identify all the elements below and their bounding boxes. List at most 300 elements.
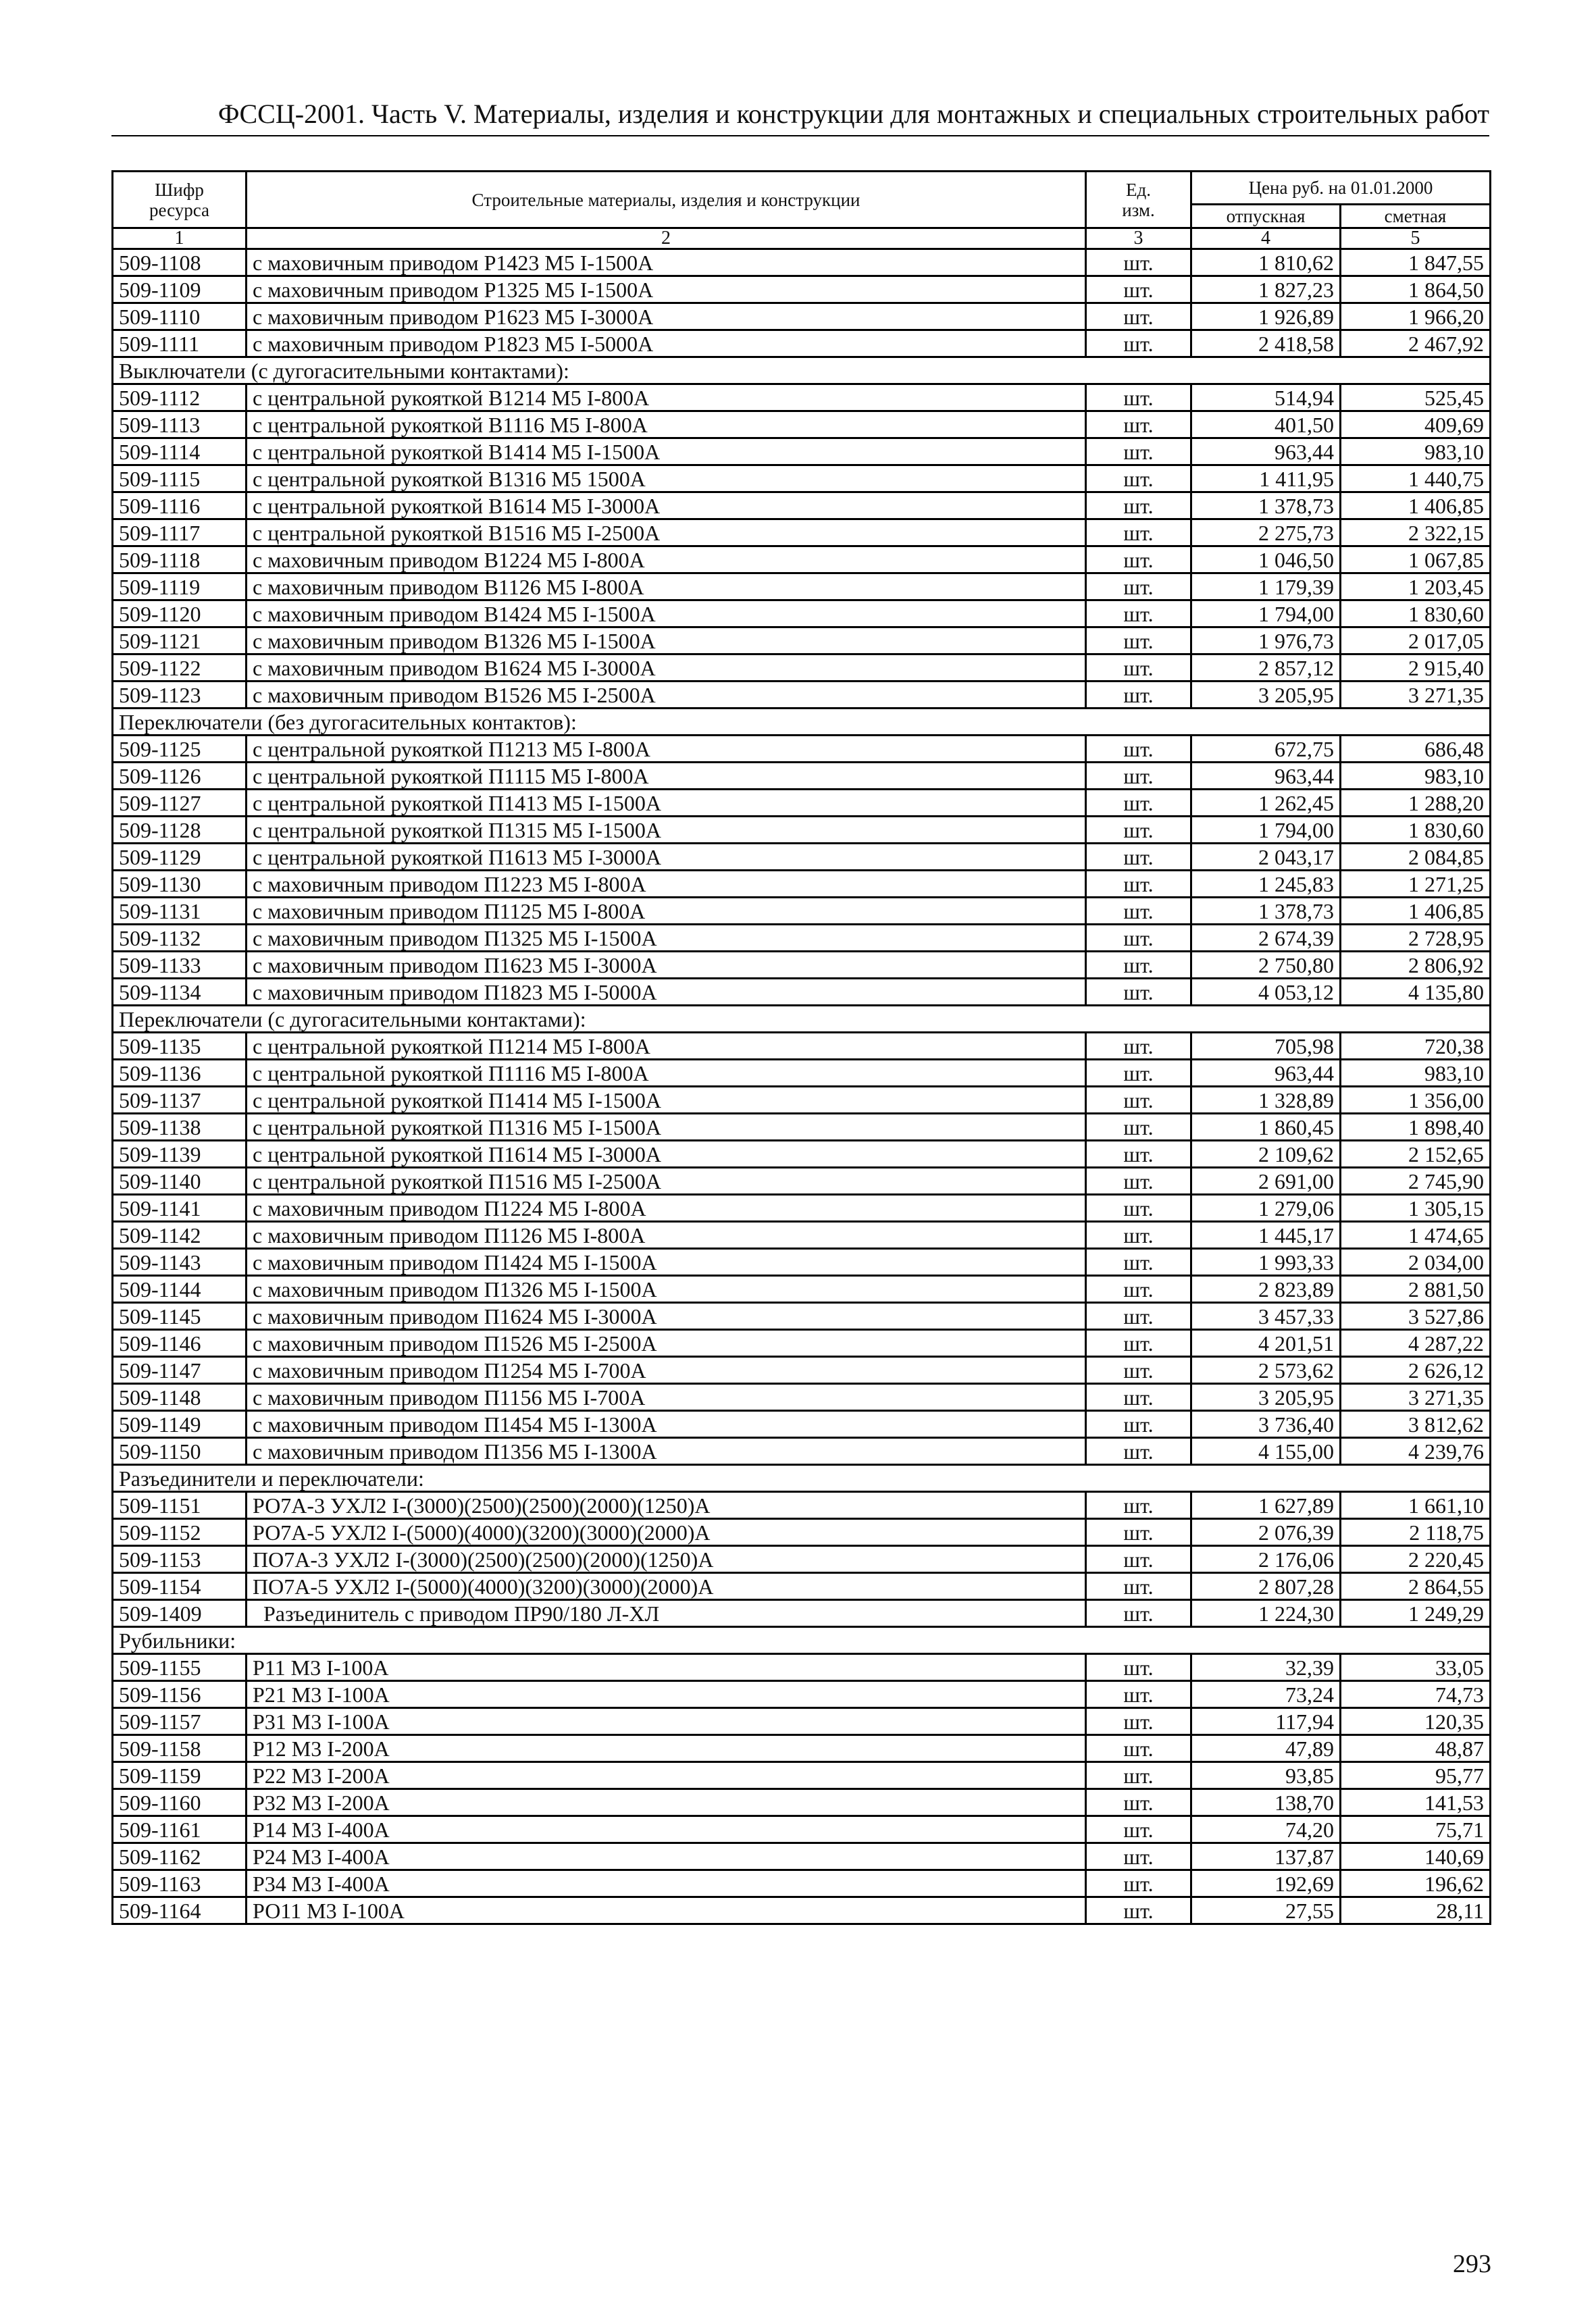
unit-of-measure: шт. xyxy=(1086,573,1191,600)
table-row xyxy=(113,1897,1491,1924)
unit-of-measure: шт. xyxy=(1086,303,1191,330)
material-name: с центральной рукояткой П1613 М5 I-3000А xyxy=(247,844,1086,871)
material-name: с центральной рукояткой В1614 М5 I-3000А xyxy=(247,492,1086,519)
price-estimate: 2 626,12 xyxy=(1341,1357,1491,1384)
material-name: с центральной рукояткой П1213 М5 I-800А xyxy=(247,736,1086,763)
table-row xyxy=(113,1762,1491,1789)
table-row xyxy=(113,330,1491,357)
price-release: 47,89 xyxy=(1191,1735,1341,1762)
table-row xyxy=(113,465,1491,492)
material-name: с маховичным приводом П1624 М5 I-3000А xyxy=(247,1303,1086,1330)
table-row xyxy=(113,1276,1491,1303)
unit-of-measure: шт. xyxy=(1086,790,1191,817)
material-name: с центральной рукояткой П1214 М5 I-800А xyxy=(247,1033,1086,1060)
material-name: с центральной рукояткой П1516 М5 I-2500А xyxy=(247,1168,1086,1195)
unit-of-measure: шт. xyxy=(1086,1573,1191,1600)
price-estimate: 2 745,90 xyxy=(1341,1168,1491,1195)
price-estimate: 1 474,65 xyxy=(1341,1222,1491,1249)
resource-code: 509-1154 xyxy=(113,1573,247,1600)
resource-code: 509-1144 xyxy=(113,1276,247,1303)
unit-of-measure: шт. xyxy=(1086,1492,1191,1519)
table-row xyxy=(113,1384,1491,1411)
resource-code: 509-1115 xyxy=(113,465,247,492)
col-header-code-line2: ресурса xyxy=(149,199,210,220)
unit-of-measure: шт. xyxy=(1086,1519,1191,1546)
table-row xyxy=(113,600,1491,627)
price-estimate: 3 527,86 xyxy=(1341,1303,1491,1330)
col-header-unit-line1: Ед. xyxy=(1126,179,1151,200)
price-release: 2 691,00 xyxy=(1191,1168,1341,1195)
resource-code: 509-1409 xyxy=(113,1600,247,1627)
material-name: Разъединитель с приводом ПР90/180 Л-ХЛ xyxy=(247,1600,1086,1627)
price-estimate: 1 864,50 xyxy=(1341,276,1491,303)
section-row xyxy=(113,1006,1491,1033)
price-release: 705,98 xyxy=(1191,1033,1341,1060)
table-header-row xyxy=(113,172,1491,205)
column-number: 5 xyxy=(1341,228,1491,249)
material-name: с центральной рукояткой П1614 М5 I-3000А xyxy=(247,1141,1086,1168)
resource-code: 509-1108 xyxy=(113,249,247,276)
resource-code: 509-1111 xyxy=(113,330,247,357)
unit-of-measure: шт. xyxy=(1086,519,1191,546)
price-estimate: 140,69 xyxy=(1341,1843,1491,1870)
price-release: 1 860,45 xyxy=(1191,1114,1341,1141)
price-release: 1 328,89 xyxy=(1191,1087,1341,1114)
table-row xyxy=(113,817,1491,844)
price-release: 3 205,95 xyxy=(1191,682,1341,709)
price-estimate: 2 322,15 xyxy=(1341,519,1491,546)
resource-code: 509-1146 xyxy=(113,1330,247,1357)
material-name: с маховичным приводом П1224 М5 I-800А xyxy=(247,1195,1086,1222)
material-name: Р34 М3 I-400А xyxy=(247,1870,1086,1897)
unit-of-measure: шт. xyxy=(1086,952,1191,979)
section-row xyxy=(113,1465,1491,1492)
table-row xyxy=(113,844,1491,871)
resource-code: 509-1140 xyxy=(113,1168,247,1195)
price-estimate: 120,35 xyxy=(1341,1708,1491,1735)
unit-of-measure: шт. xyxy=(1086,600,1191,627)
table-row xyxy=(113,654,1491,682)
unit-of-measure: шт. xyxy=(1086,330,1191,357)
unit-of-measure: шт. xyxy=(1086,276,1191,303)
price-release: 1 993,33 xyxy=(1191,1249,1341,1276)
table-row xyxy=(113,1708,1491,1735)
price-estimate: 3 271,35 xyxy=(1341,1384,1491,1411)
material-name: с центральной рукояткой В1116 М5 I-800А xyxy=(247,411,1086,438)
table-row xyxy=(113,276,1491,303)
resource-code: 509-1122 xyxy=(113,654,247,682)
unit-of-measure: шт. xyxy=(1086,1654,1191,1681)
price-release: 1 224,30 xyxy=(1191,1600,1341,1627)
table-row xyxy=(113,1249,1491,1276)
unit-of-measure: шт. xyxy=(1086,438,1191,465)
table-row xyxy=(113,736,1491,763)
material-name: с маховичным приводом П1526 М5 I-2500А xyxy=(247,1330,1086,1357)
unit-of-measure: шт. xyxy=(1086,1870,1191,1897)
table-row xyxy=(113,1303,1491,1330)
resource-code: 509-1138 xyxy=(113,1114,247,1141)
material-name: с центральной рукояткой В1516 М5 I-2500А xyxy=(247,519,1086,546)
unit-of-measure: шт. xyxy=(1086,465,1191,492)
price-estimate: 2 881,50 xyxy=(1341,1276,1491,1303)
material-name: Р12 М3 I-200А xyxy=(247,1735,1086,1762)
table-row xyxy=(113,249,1491,276)
unit-of-measure: шт. xyxy=(1086,1087,1191,1114)
material-name: с маховичным приводом П1424 М5 I-1500А xyxy=(247,1249,1086,1276)
price-release: 73,24 xyxy=(1191,1681,1341,1708)
resource-code: 509-1137 xyxy=(113,1087,247,1114)
section-title: Разъединители и переключатели: xyxy=(113,1465,1491,1492)
unit-of-measure: шт. xyxy=(1086,817,1191,844)
table-row xyxy=(113,1816,1491,1843)
resource-code: 509-1141 xyxy=(113,1195,247,1222)
material-name: с центральной рукояткой П1115 М5 I-800А xyxy=(247,763,1086,790)
table-row xyxy=(113,546,1491,573)
unit-of-measure: шт. xyxy=(1086,627,1191,654)
price-estimate: 2 467,92 xyxy=(1341,330,1491,357)
table-row xyxy=(113,1600,1491,1627)
material-name: с маховичным приводом П1326 М5 I-1500А xyxy=(247,1276,1086,1303)
price-release: 2 176,06 xyxy=(1191,1546,1341,1573)
price-release: 3 736,40 xyxy=(1191,1411,1341,1438)
price-release: 2 823,89 xyxy=(1191,1276,1341,1303)
price-release: 1 279,06 xyxy=(1191,1195,1341,1222)
price-table-body xyxy=(113,172,1491,1924)
price-release: 514,94 xyxy=(1191,384,1341,411)
unit-of-measure: шт. xyxy=(1086,1303,1191,1330)
price-estimate: 1 249,29 xyxy=(1341,1600,1491,1627)
price-release: 1 794,00 xyxy=(1191,600,1341,627)
resource-code: 509-1123 xyxy=(113,682,247,709)
unit-of-measure: шт. xyxy=(1086,1384,1191,1411)
material-name: с маховичным приводом П1223 М5 I-800А xyxy=(247,871,1086,898)
price-release: 672,75 xyxy=(1191,736,1341,763)
price-estimate: 3 271,35 xyxy=(1341,682,1491,709)
price-estimate: 3 812,62 xyxy=(1341,1411,1491,1438)
material-name: с центральной рукояткой П1316 М5 I-1500А xyxy=(247,1114,1086,1141)
price-release: 1 827,23 xyxy=(1191,276,1341,303)
resource-code: 509-1109 xyxy=(113,276,247,303)
material-name: с маховичным приводом Р1325 М5 I-1500А xyxy=(247,276,1086,303)
table-row xyxy=(113,1789,1491,1816)
resource-code: 509-1152 xyxy=(113,1519,247,1546)
price-estimate: 1 406,85 xyxy=(1341,898,1491,925)
table-row xyxy=(113,492,1491,519)
resource-code: 509-1148 xyxy=(113,1384,247,1411)
price-release: 2 418,58 xyxy=(1191,330,1341,357)
unit-of-measure: шт. xyxy=(1086,654,1191,682)
price-release: 1 794,00 xyxy=(1191,817,1341,844)
price-release: 138,70 xyxy=(1191,1789,1341,1816)
table-row xyxy=(113,1033,1491,1060)
resource-code: 509-1155 xyxy=(113,1654,247,1681)
unit-of-measure: шт. xyxy=(1086,1195,1191,1222)
price-estimate: 33,05 xyxy=(1341,1654,1491,1681)
price-release: 1 378,73 xyxy=(1191,898,1341,925)
price-estimate: 983,10 xyxy=(1341,438,1491,465)
material-name: Р31 М3 I-100А xyxy=(247,1708,1086,1735)
table-row xyxy=(113,1114,1491,1141)
price-estimate: 2 017,05 xyxy=(1341,627,1491,654)
table-row xyxy=(113,1438,1491,1465)
price-estimate: 1 305,15 xyxy=(1341,1195,1491,1222)
material-name: с центральной рукояткой П1413 М5 I-1500А xyxy=(247,790,1086,817)
material-name: с маховичным приводом Р1423 М5 I-1500А xyxy=(247,249,1086,276)
price-release: 4 155,00 xyxy=(1191,1438,1341,1465)
material-name: с маховичным приводом П1623 М5 I-3000А xyxy=(247,952,1086,979)
unit-of-measure: шт. xyxy=(1086,1411,1191,1438)
col-header-price-group: Цена руб. на 01.01.2000 xyxy=(1191,172,1491,205)
col-header-code-line1: Шифр xyxy=(155,179,204,200)
resource-code: 509-1129 xyxy=(113,844,247,871)
resource-code: 509-1119 xyxy=(113,573,247,600)
price-release: 4 053,12 xyxy=(1191,979,1341,1006)
price-release: 2 674,39 xyxy=(1191,925,1341,952)
section-row xyxy=(113,1627,1491,1654)
section-title: Переключатели (с дугогасительными контактами): xyxy=(113,1006,1491,1033)
price-estimate: 2 152,65 xyxy=(1341,1141,1491,1168)
table-row xyxy=(113,1141,1491,1168)
table-row xyxy=(113,1222,1491,1249)
price-release: 3 205,95 xyxy=(1191,1384,1341,1411)
table-row xyxy=(113,384,1491,411)
price-estimate: 983,10 xyxy=(1341,763,1491,790)
col-header-name: Строительные материалы, изделия и конструкции xyxy=(247,172,1086,228)
material-name: с центральной рукояткой П1116 М5 I-800А xyxy=(247,1060,1086,1087)
price-estimate: 409,69 xyxy=(1341,411,1491,438)
price-release: 2 275,73 xyxy=(1191,519,1341,546)
table-row xyxy=(113,1546,1491,1573)
price-estimate: 4 287,22 xyxy=(1341,1330,1491,1357)
material-name: с маховичным приводом В1526 М5 I-2500А xyxy=(247,682,1086,709)
price-estimate: 2 806,92 xyxy=(1341,952,1491,979)
price-estimate: 1 203,45 xyxy=(1341,573,1491,600)
section-row xyxy=(113,357,1491,384)
resource-code: 509-1158 xyxy=(113,1735,247,1762)
unit-of-measure: шт. xyxy=(1086,1681,1191,1708)
price-release: 4 201,51 xyxy=(1191,1330,1341,1357)
unit-of-measure: шт. xyxy=(1086,1033,1191,1060)
table-row xyxy=(113,898,1491,925)
resource-code: 509-1149 xyxy=(113,1411,247,1438)
table-row xyxy=(113,1573,1491,1600)
material-name: ПО7А-5 УХЛ2 I-(5000)(4000)(3200)(3000)(2000)А xyxy=(247,1573,1086,1600)
material-name: РО7А-5 УХЛ2 I-(5000)(4000)(3200)(3000)(2000)А xyxy=(247,1519,1086,1546)
unit-of-measure: шт. xyxy=(1086,546,1191,573)
unit-of-measure: шт. xyxy=(1086,844,1191,871)
material-name: РО11 М3 I-100А xyxy=(247,1897,1086,1924)
resource-code: 509-1127 xyxy=(113,790,247,817)
unit-of-measure: шт. xyxy=(1086,1708,1191,1735)
table-row xyxy=(113,1060,1491,1087)
material-name: с центральной рукояткой П1414 М5 I-1500А xyxy=(247,1087,1086,1114)
table-row xyxy=(113,1519,1491,1546)
unit-of-measure: шт. xyxy=(1086,1600,1191,1627)
price-release: 2 573,62 xyxy=(1191,1357,1341,1384)
resource-code: 509-1163 xyxy=(113,1870,247,1897)
price-release: 2 076,39 xyxy=(1191,1519,1341,1546)
price-release: 1 046,50 xyxy=(1191,546,1341,573)
resource-code: 509-1133 xyxy=(113,952,247,979)
table-row xyxy=(113,1735,1491,1762)
material-name: с маховичным приводом П1325 М5 I-1500А xyxy=(247,925,1086,952)
resource-code: 509-1116 xyxy=(113,492,247,519)
price-release: 1 976,73 xyxy=(1191,627,1341,654)
price-estimate: 75,71 xyxy=(1341,1816,1491,1843)
material-name: с маховичным приводом П1454 М5 I-1300А xyxy=(247,1411,1086,1438)
table-row xyxy=(113,1330,1491,1357)
resource-code: 509-1136 xyxy=(113,1060,247,1087)
table-row xyxy=(113,979,1491,1006)
unit-of-measure: шт. xyxy=(1086,1249,1191,1276)
price-release: 1 411,95 xyxy=(1191,465,1341,492)
table-row xyxy=(113,303,1491,330)
section-title: Переключатели (без дугогасительных контактов): xyxy=(113,709,1491,736)
resource-code: 509-1135 xyxy=(113,1033,247,1060)
resource-code: 509-1134 xyxy=(113,979,247,1006)
price-estimate: 1 898,40 xyxy=(1341,1114,1491,1141)
table-row xyxy=(113,1681,1491,1708)
unit-of-measure: шт. xyxy=(1086,1222,1191,1249)
section-title: Рубильники: xyxy=(113,1627,1491,1654)
table-row xyxy=(113,790,1491,817)
resource-code: 509-1114 xyxy=(113,438,247,465)
price-estimate: 2 728,95 xyxy=(1341,925,1491,952)
unit-of-measure: шт. xyxy=(1086,1114,1191,1141)
price-estimate: 74,73 xyxy=(1341,1681,1491,1708)
resource-code: 509-1120 xyxy=(113,600,247,627)
unit-of-measure: шт. xyxy=(1086,1330,1191,1357)
price-estimate: 4 135,80 xyxy=(1341,979,1491,1006)
column-number: 2 xyxy=(247,228,1086,249)
table-row xyxy=(113,1870,1491,1897)
price-estimate: 141,53 xyxy=(1341,1789,1491,1816)
resource-code: 509-1147 xyxy=(113,1357,247,1384)
unit-of-measure: шт. xyxy=(1086,763,1191,790)
material-name: с маховичным приводом П1125 М5 I-800А xyxy=(247,898,1086,925)
section-title: Выключатели (с дугогасительными контактами): xyxy=(113,357,1491,384)
unit-of-measure: шт. xyxy=(1086,492,1191,519)
price-estimate: 1 830,60 xyxy=(1341,600,1491,627)
price-estimate: 1 661,10 xyxy=(1341,1492,1491,1519)
resource-code: 509-1157 xyxy=(113,1708,247,1735)
table-row xyxy=(113,1411,1491,1438)
unit-of-measure: шт. xyxy=(1086,682,1191,709)
unit-of-measure: шт. xyxy=(1086,979,1191,1006)
unit-of-measure: шт. xyxy=(1086,411,1191,438)
unit-of-measure: шт. xyxy=(1086,1438,1191,1465)
material-name: с центральной рукояткой В1214 М5 I-800А xyxy=(247,384,1086,411)
material-name: Р11 М3 I-100А xyxy=(247,1654,1086,1681)
table-row xyxy=(113,1168,1491,1195)
price-release: 1 378,73 xyxy=(1191,492,1341,519)
table-row xyxy=(113,627,1491,654)
table-row xyxy=(113,1357,1491,1384)
resource-code: 509-1130 xyxy=(113,871,247,898)
unit-of-measure: шт. xyxy=(1086,736,1191,763)
table-row xyxy=(113,952,1491,979)
unit-of-measure: шт. xyxy=(1086,1276,1191,1303)
price-estimate: 1 406,85 xyxy=(1341,492,1491,519)
price-release: 1 445,17 xyxy=(1191,1222,1341,1249)
resource-code: 509-1131 xyxy=(113,898,247,925)
material-name: с маховичным приводом П1823 М5 I-5000А xyxy=(247,979,1086,1006)
price-release: 1 179,39 xyxy=(1191,573,1341,600)
col-header-unit-line2: изм. xyxy=(1122,199,1155,220)
price-release: 401,50 xyxy=(1191,411,1341,438)
price-release: 2 807,28 xyxy=(1191,1573,1341,1600)
resource-code: 509-1151 xyxy=(113,1492,247,1519)
resource-code: 509-1125 xyxy=(113,736,247,763)
price-estimate: 1 440,75 xyxy=(1341,465,1491,492)
price-release: 963,44 xyxy=(1191,1060,1341,1087)
material-name: с маховичным приводом П1254 М5 I-700А xyxy=(247,1357,1086,1384)
material-name: с центральной рукояткой П1315 М5 I-1500А xyxy=(247,817,1086,844)
material-name: с центральной рукояткой В1414 М5 I-1500А xyxy=(247,438,1086,465)
price-release: 1 245,83 xyxy=(1191,871,1341,898)
material-name: с маховичным приводом П1126 М5 I-800А xyxy=(247,1222,1086,1249)
column-number-row xyxy=(113,228,1491,249)
price-release: 74,20 xyxy=(1191,1816,1341,1843)
price-release: 2 750,80 xyxy=(1191,952,1341,979)
price-estimate: 1 830,60 xyxy=(1341,817,1491,844)
material-name: ПО7А-3 УХЛ2 I-(3000)(2500)(2500)(2000)(1250)А xyxy=(247,1546,1086,1573)
unit-of-measure: шт. xyxy=(1086,1789,1191,1816)
price-estimate: 196,62 xyxy=(1341,1870,1491,1897)
unit-of-measure: шт. xyxy=(1086,1141,1191,1168)
table-row xyxy=(113,1195,1491,1222)
price-estimate: 686,48 xyxy=(1341,736,1491,763)
price-release: 93,85 xyxy=(1191,1762,1341,1789)
material-name: с маховичным приводом В1424 М5 I-1500А xyxy=(247,600,1086,627)
price-estimate: 2 220,45 xyxy=(1341,1546,1491,1573)
price-release: 3 457,33 xyxy=(1191,1303,1341,1330)
section-row xyxy=(113,709,1491,736)
table-row xyxy=(113,763,1491,790)
material-name: с маховичным приводом П1356 М5 I-1300А xyxy=(247,1438,1086,1465)
price-estimate: 525,45 xyxy=(1341,384,1491,411)
col-header-price-release: отпускная xyxy=(1191,205,1341,228)
material-name: с маховичным приводом В1224 М5 I-800А xyxy=(247,546,1086,573)
page-header: ФССЦ-2001. Часть V. Материалы, изделия и конструкции для монтажных и специальных строительных работ xyxy=(111,95,1489,136)
col-header-unit xyxy=(1086,172,1191,228)
price-release: 2 857,12 xyxy=(1191,654,1341,682)
table-row xyxy=(113,1492,1491,1519)
material-name: РО7А-3 УХЛ2 I-(3000)(2500)(2500)(2000)(1250)А xyxy=(247,1492,1086,1519)
resource-code: 509-1161 xyxy=(113,1816,247,1843)
price-estimate: 1 067,85 xyxy=(1341,546,1491,573)
resource-code: 509-1150 xyxy=(113,1438,247,1465)
unit-of-measure: шт. xyxy=(1086,925,1191,952)
material-name: Р14 М3 I-400А xyxy=(247,1816,1086,1843)
table-row xyxy=(113,519,1491,546)
unit-of-measure: шт. xyxy=(1086,249,1191,276)
material-name: с центральной рукояткой В1316 М5 1500А xyxy=(247,465,1086,492)
page-number: 293 xyxy=(1453,2250,1491,2278)
price-release: 1 810,62 xyxy=(1191,249,1341,276)
resource-code: 509-1153 xyxy=(113,1546,247,1573)
unit-of-measure: шт. xyxy=(1086,1735,1191,1762)
table-row xyxy=(113,411,1491,438)
resource-code: 509-1156 xyxy=(113,1681,247,1708)
resource-code: 509-1164 xyxy=(113,1897,247,1924)
price-estimate: 2 915,40 xyxy=(1341,654,1491,682)
price-estimate: 1 288,20 xyxy=(1341,790,1491,817)
unit-of-measure: шт. xyxy=(1086,1060,1191,1087)
price-estimate: 983,10 xyxy=(1341,1060,1491,1087)
price-release: 2 043,17 xyxy=(1191,844,1341,871)
resource-code: 509-1112 xyxy=(113,384,247,411)
